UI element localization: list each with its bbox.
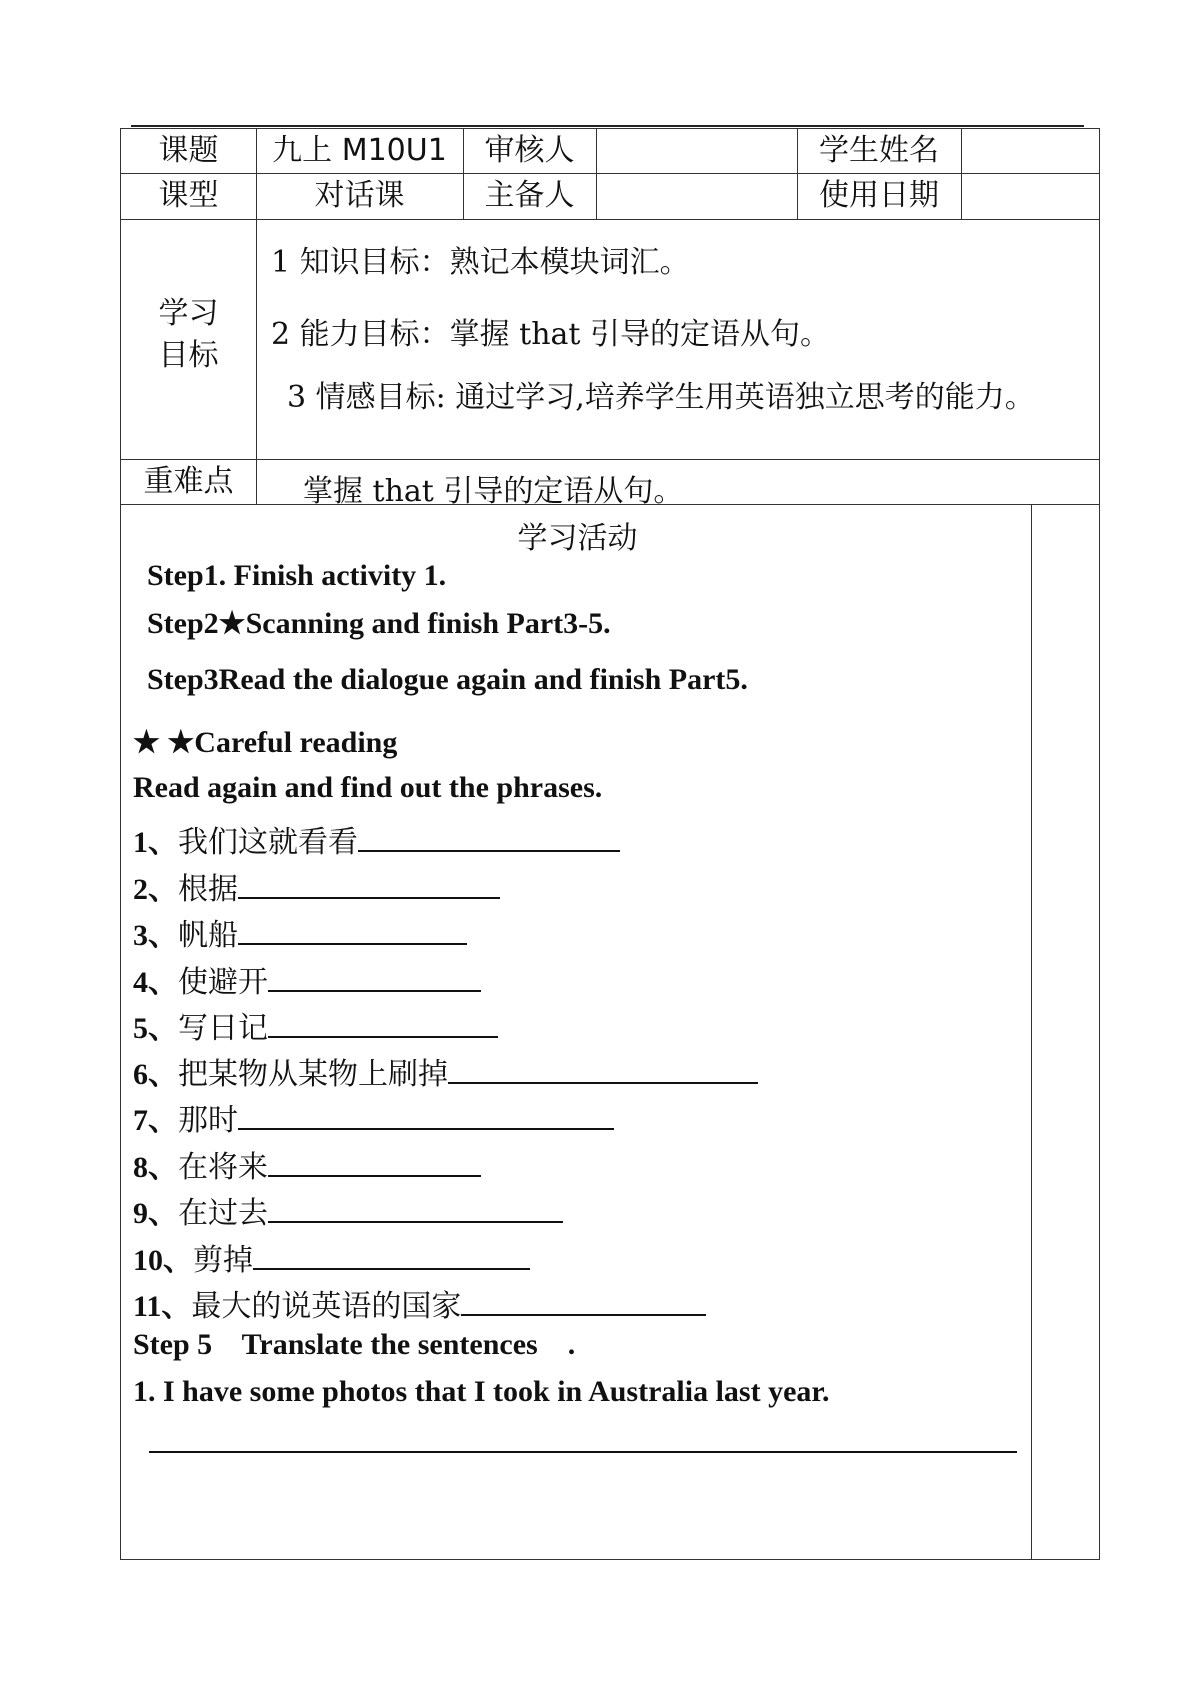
objective-knowledge: 1 知识目标：熟记本模块词汇。 <box>271 245 690 280</box>
key-points-label: 重难点 <box>143 463 234 499</box>
phrase-item: 3、帆船 <box>133 910 467 954</box>
phrase-item: 1、我们这就看看 <box>133 817 620 861</box>
student-name-label: 学生姓名 <box>819 133 939 168</box>
type-value: 对话课 <box>314 178 405 213</box>
step-5-heading: Step 5 Translate the sentences . <box>133 1328 576 1361</box>
type-label: 课型 <box>158 178 219 213</box>
translation-answer-line[interactable] <box>149 1451 1017 1453</box>
answer-blank[interactable] <box>448 1056 758 1084</box>
row-divider <box>121 459 1099 460</box>
phrase-item: 2、根据 <box>133 864 500 908</box>
phrase-item: 5、写日记 <box>133 1003 498 1047</box>
objectives-label-line2: 目标 <box>158 338 219 373</box>
row-divider <box>121 219 1099 220</box>
key-points-text: 掌握 that 引导的定语从句。 <box>303 474 684 509</box>
date-field[interactable] <box>961 173 1099 219</box>
step-1: Step1. Finish activity 1. <box>147 559 447 592</box>
objective-ability: 2 能力目标：掌握 that 引导的定语从句。 <box>271 317 831 352</box>
answer-blank[interactable] <box>358 824 620 852</box>
phrase-item: 9、在过去 <box>133 1188 563 1232</box>
objectives-label-line1: 学习 <box>158 296 219 331</box>
answer-blank[interactable] <box>268 964 481 992</box>
topic-label: 课题 <box>158 133 219 168</box>
answer-blank[interactable] <box>268 1010 498 1038</box>
phrase-item: 7、那时 <box>133 1095 614 1139</box>
reviewer-label: 审核人 <box>484 133 575 168</box>
preparer-field[interactable] <box>596 173 797 219</box>
phrase-item: 8、在将来 <box>133 1142 481 1186</box>
margin-column-divider <box>1031 504 1032 1559</box>
answer-blank[interactable] <box>461 1288 706 1316</box>
date-label: 使用日期 <box>819 178 939 213</box>
careful-reading-heading: ★ ★Careful reading <box>133 726 398 759</box>
phrase-item: 11、最大的说英语的国家 <box>133 1281 706 1325</box>
top-rule <box>131 125 1084 127</box>
answer-blank[interactable] <box>238 1102 614 1130</box>
step-3: Step3Read the dialogue again and finish Part5. <box>147 663 748 696</box>
answer-blank[interactable] <box>238 871 500 899</box>
phrase-item: 4、使避开 <box>133 957 481 1001</box>
answer-blank[interactable] <box>253 1242 530 1270</box>
worksheet-table <box>120 128 1100 1560</box>
step-2: Step2★Scanning and finish Part3-5. <box>147 607 611 640</box>
activities-title: 学习活动 <box>517 521 638 556</box>
topic-value: 九上 M10U1 <box>272 133 447 168</box>
answer-blank[interactable] <box>238 917 467 945</box>
phrases-instruction: Read again and find out the phrases. <box>133 771 603 804</box>
answer-blank[interactable] <box>268 1149 481 1177</box>
phrase-item: 10、剪掉 <box>133 1235 530 1279</box>
answer-blank[interactable] <box>268 1195 563 1223</box>
preparer-label: 主备人 <box>484 178 575 213</box>
reviewer-field[interactable] <box>596 129 797 173</box>
phrase-item: 6、把某物从某物上刷掉 <box>133 1049 758 1093</box>
objective-emotion: 3 情感目标: 通过学习,培养学生用英语独立思考的能力。 <box>287 380 1035 415</box>
student-name-field[interactable] <box>961 129 1099 173</box>
translate-sentence-1: 1. I have some photos that I took in Australia last year. <box>133 1375 830 1408</box>
